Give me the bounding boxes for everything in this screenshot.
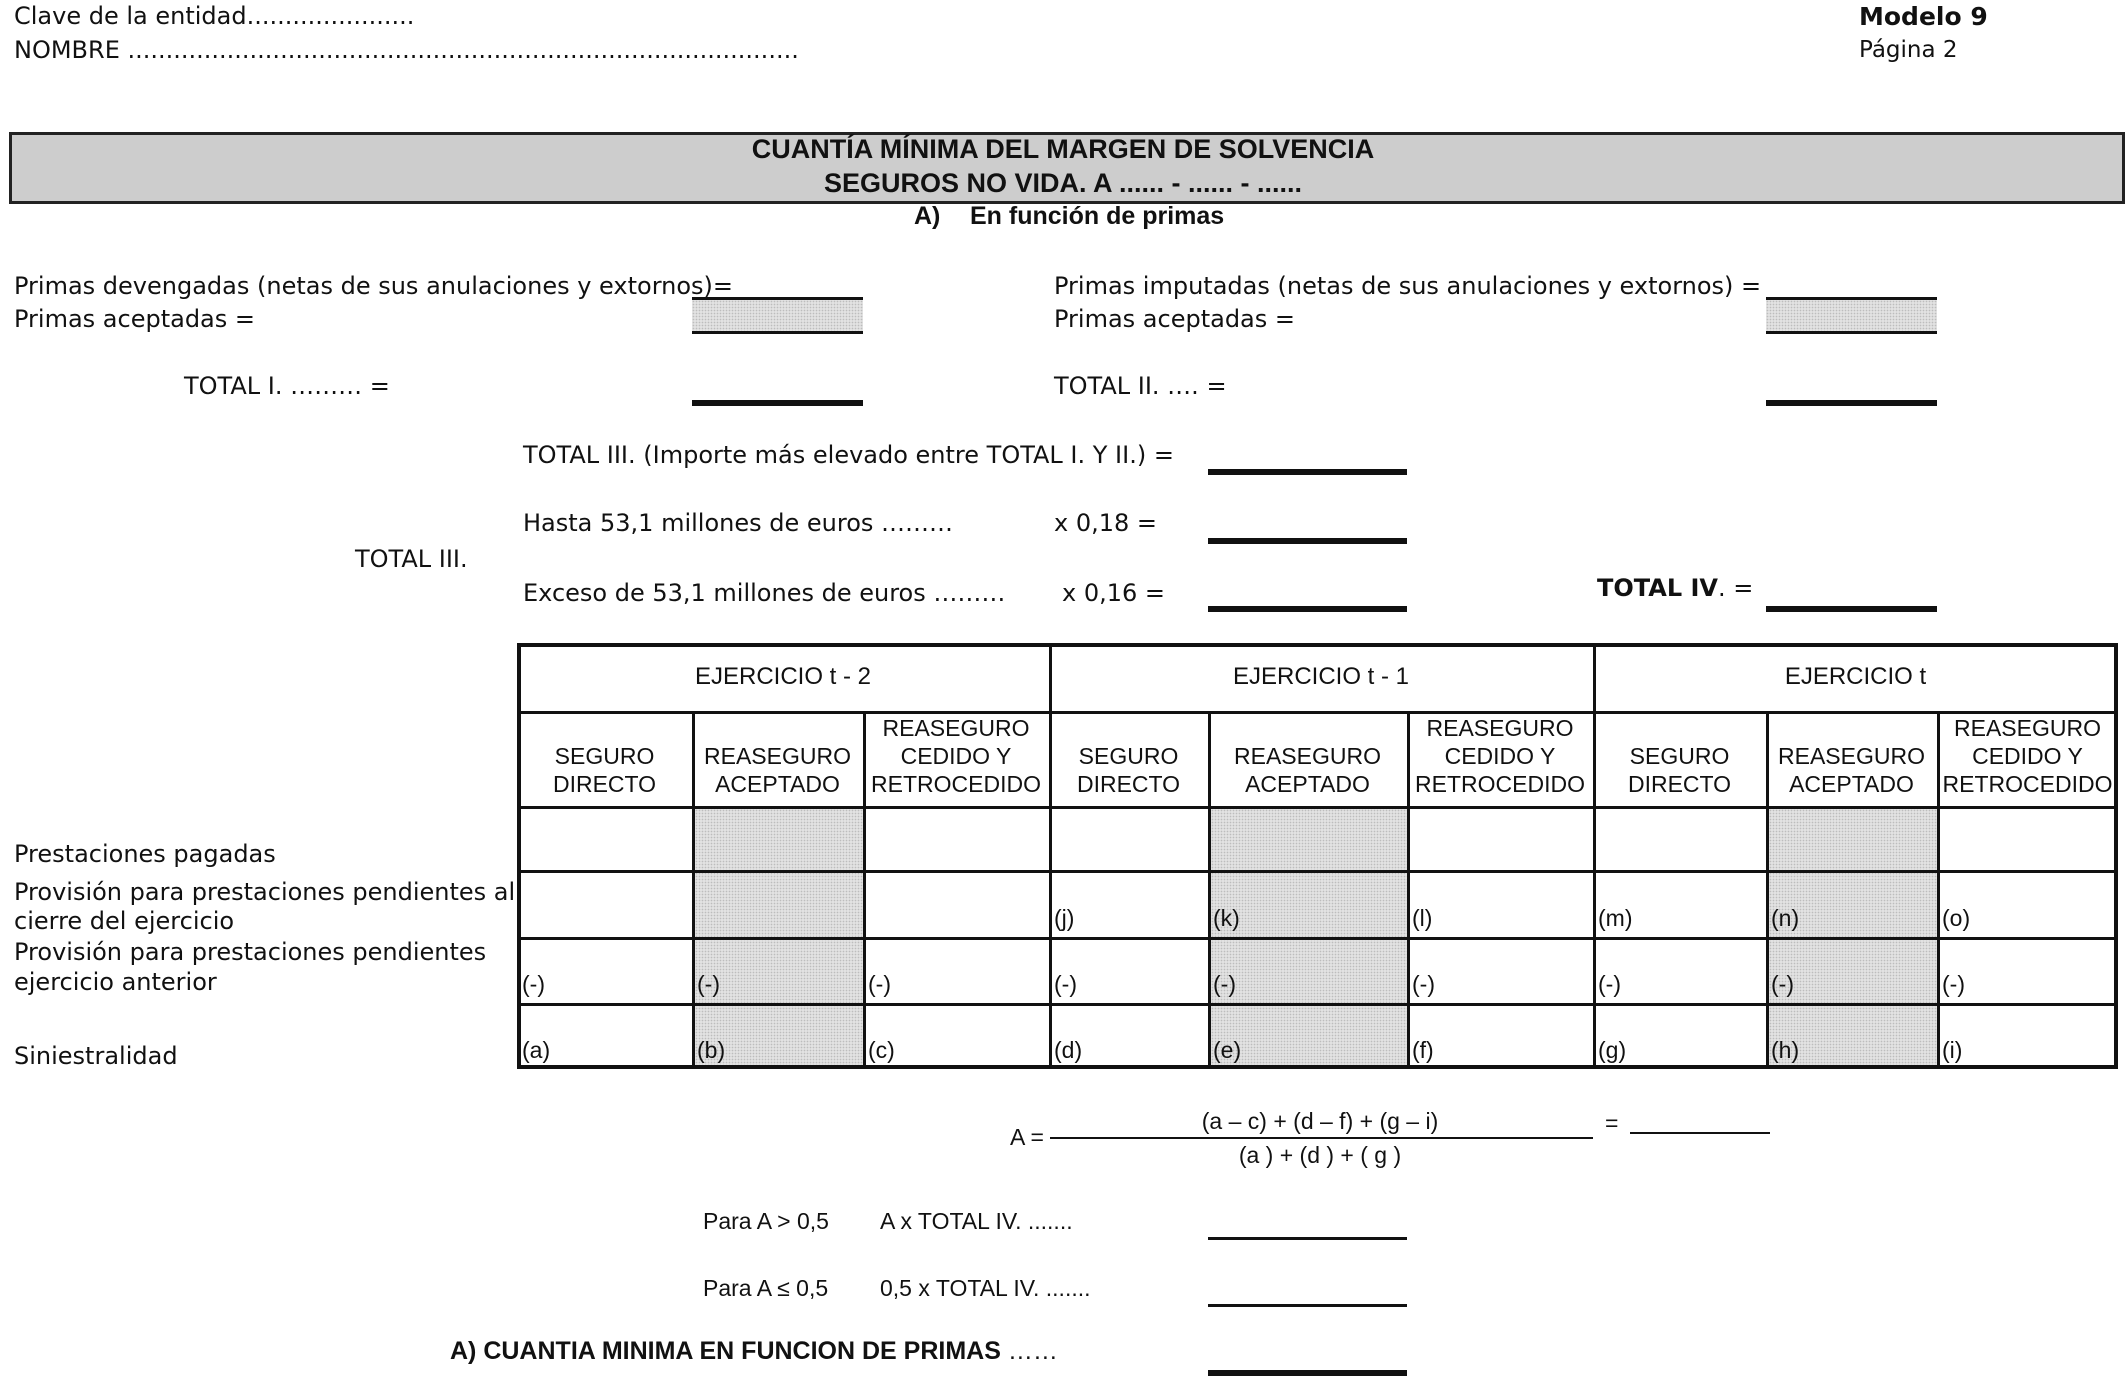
cell-mark: (m) (1598, 905, 1633, 931)
cell-mark: (-) (1213, 971, 1236, 997)
group-header: EJERCICIO t - 2 (694, 663, 872, 690)
hasta-label: Hasta 53,1 millones de euros ……… (523, 509, 954, 537)
cell-mark: (f) (1412, 1037, 1434, 1063)
cell-mark: (-) (697, 971, 720, 997)
calc1-label: A x TOTAL IV. ....... (880, 1208, 1073, 1234)
total4-line (1766, 606, 1937, 612)
total1-line (692, 400, 863, 406)
cell-mark: (e) (1213, 1037, 1242, 1063)
total2-line (1766, 400, 1937, 406)
formula-numerator: (a – c) + (d – f) + (g – i) (1201, 1108, 1439, 1134)
formula-result-line (1630, 1132, 1770, 1134)
hasta-line (1208, 538, 1407, 544)
cell-mark: (d) (1054, 1037, 1083, 1063)
group-header: EJERCICIO t (1784, 663, 1927, 690)
aceptadas-right-shaded (1766, 300, 1937, 332)
cond1-line (1208, 1237, 1407, 1240)
table-hline (517, 870, 2118, 873)
cell-mark: (-) (1412, 971, 1435, 997)
cell-mark: (i) (1942, 1037, 1963, 1063)
calc2-label: 0,5 x TOTAL IV. ....... (880, 1275, 1091, 1301)
cell-mark: (g) (1598, 1037, 1627, 1063)
subtitle-letter: A) (914, 202, 941, 230)
table-hline (517, 937, 2118, 940)
exceso-label: Exceso de 53,1 millones de euros ……… (523, 579, 1006, 607)
cell-mark: (-) (1942, 971, 1965, 997)
column-header: SEGURO DIRECTO (1076, 743, 1181, 797)
column-header: REASEGURO ACEPTADO (704, 743, 851, 797)
cond1-label: Para A > 0,5 (703, 1208, 829, 1234)
cell-mark: (a) (522, 1037, 551, 1063)
cell-mark: (-) (1054, 971, 1077, 997)
row-label-prestaciones-pagadas: Prestaciones pagadas (14, 840, 276, 868)
column-header: REASEGURO ACEPTADO (1234, 743, 1381, 797)
total3-label: TOTAL III. (355, 545, 468, 573)
cond2-label: Para A ≤ 0,5 (703, 1275, 829, 1301)
nombre-field: NOMBRE ........................................................................................ (14, 36, 799, 64)
formula-equals: = (1605, 1110, 1619, 1136)
pagina-label: Página 2 (1859, 37, 1958, 63)
exceso-factor: x 0,16 = (1062, 579, 1166, 607)
title-line2: SEGUROS NO VIDA. A ...... - ...... - ...... (823, 168, 1303, 198)
total1-label: TOTAL I. ……… = (184, 372, 390, 400)
cell-mark: (b) (697, 1037, 726, 1063)
cell-mark: (c) (868, 1037, 895, 1063)
cell-mark: (n) (1771, 905, 1800, 931)
final-label: A) CUANTIA MINIMA EN FUNCION DE PRIMAS …… (450, 1337, 1058, 1365)
cell-mark: (-) (1771, 971, 1794, 997)
cell-mark: (h) (1771, 1037, 1800, 1063)
primas-aceptadas-right-label: Primas aceptadas = (1054, 305, 1296, 333)
aceptadas-left-shaded (692, 300, 863, 332)
title-line1: CUANTÍA MÍNIMA DEL MARGEN DE SOLVENCIA (751, 134, 1375, 164)
aceptadas-left-line (692, 331, 863, 334)
fraction-bar (1050, 1137, 1593, 1139)
cell-mark: (k) (1213, 905, 1240, 931)
table-hline (517, 806, 2118, 809)
table-hline (517, 1003, 2118, 1006)
primas-imputadas-label: Primas imputadas (netas de sus anulaciones y extornos) = (1054, 272, 1762, 300)
primas-devengadas-label: Primas devengadas (netas de sus anulaciones y extornos)= (14, 272, 734, 300)
hasta-factor: x 0,18 = (1054, 509, 1158, 537)
group-header: EJERCICIO t - 1 (1232, 663, 1410, 690)
cell-mark: (l) (1412, 905, 1433, 931)
formula-a-eq: A = (1010, 1124, 1044, 1150)
column-header: SEGURO DIRECTO (1627, 743, 1732, 797)
total3-line (1208, 469, 1407, 475)
aceptadas-right-line (1766, 331, 1937, 334)
total4-label: TOTAL IV. = (1597, 574, 1754, 602)
final-line (1208, 1370, 1407, 1376)
formula-denominator: (a ) + (d ) + ( g ) (1238, 1142, 1402, 1168)
column-header: REASEGURO CEDIDO Y RETROCEDIDO (871, 715, 1041, 797)
modelo-label: Modelo 9 (1859, 2, 1988, 31)
total3-formula-label: TOTAL III. (Importe más elevado entre TOTAL I. Y II.) = (523, 441, 1174, 469)
clave-entidad: Clave de la entidad...................... (14, 2, 415, 30)
column-header: REASEGURO ACEPTADO (1778, 743, 1925, 797)
group-divider (1049, 643, 1052, 1069)
table-hline (517, 711, 2118, 714)
column-header: REASEGURO CEDIDO Y RETROCEDIDO (1942, 715, 2113, 797)
row-label-siniestralidad: Siniestralidad (14, 1042, 178, 1070)
cond2-line (1208, 1304, 1407, 1307)
cell-mark: (-) (522, 971, 545, 997)
cell-mark: (-) (1598, 971, 1621, 997)
cell-mark: (o) (1942, 905, 1971, 931)
subtitle: En función de primas (970, 202, 1225, 230)
total2-label: TOTAL II. …. = (1054, 372, 1227, 400)
exceso-line (1208, 606, 1407, 612)
cell-mark: (j) (1054, 905, 1075, 931)
row-label-provision-anterior: Provisión para prestaciones pendientes ejercicio anterior (14, 938, 487, 996)
column-header: REASEGURO CEDIDO Y RETROCEDIDO (1415, 715, 1585, 797)
group-divider (1593, 643, 1596, 1069)
row-label-provision-cierre: Provisión para prestaciones pendientes al cierre del ejercicio (14, 878, 516, 935)
primas-aceptadas-left-label: Primas aceptadas = (14, 305, 256, 333)
cell-mark: (-) (868, 971, 891, 997)
column-header: SEGURO DIRECTO (552, 743, 657, 797)
